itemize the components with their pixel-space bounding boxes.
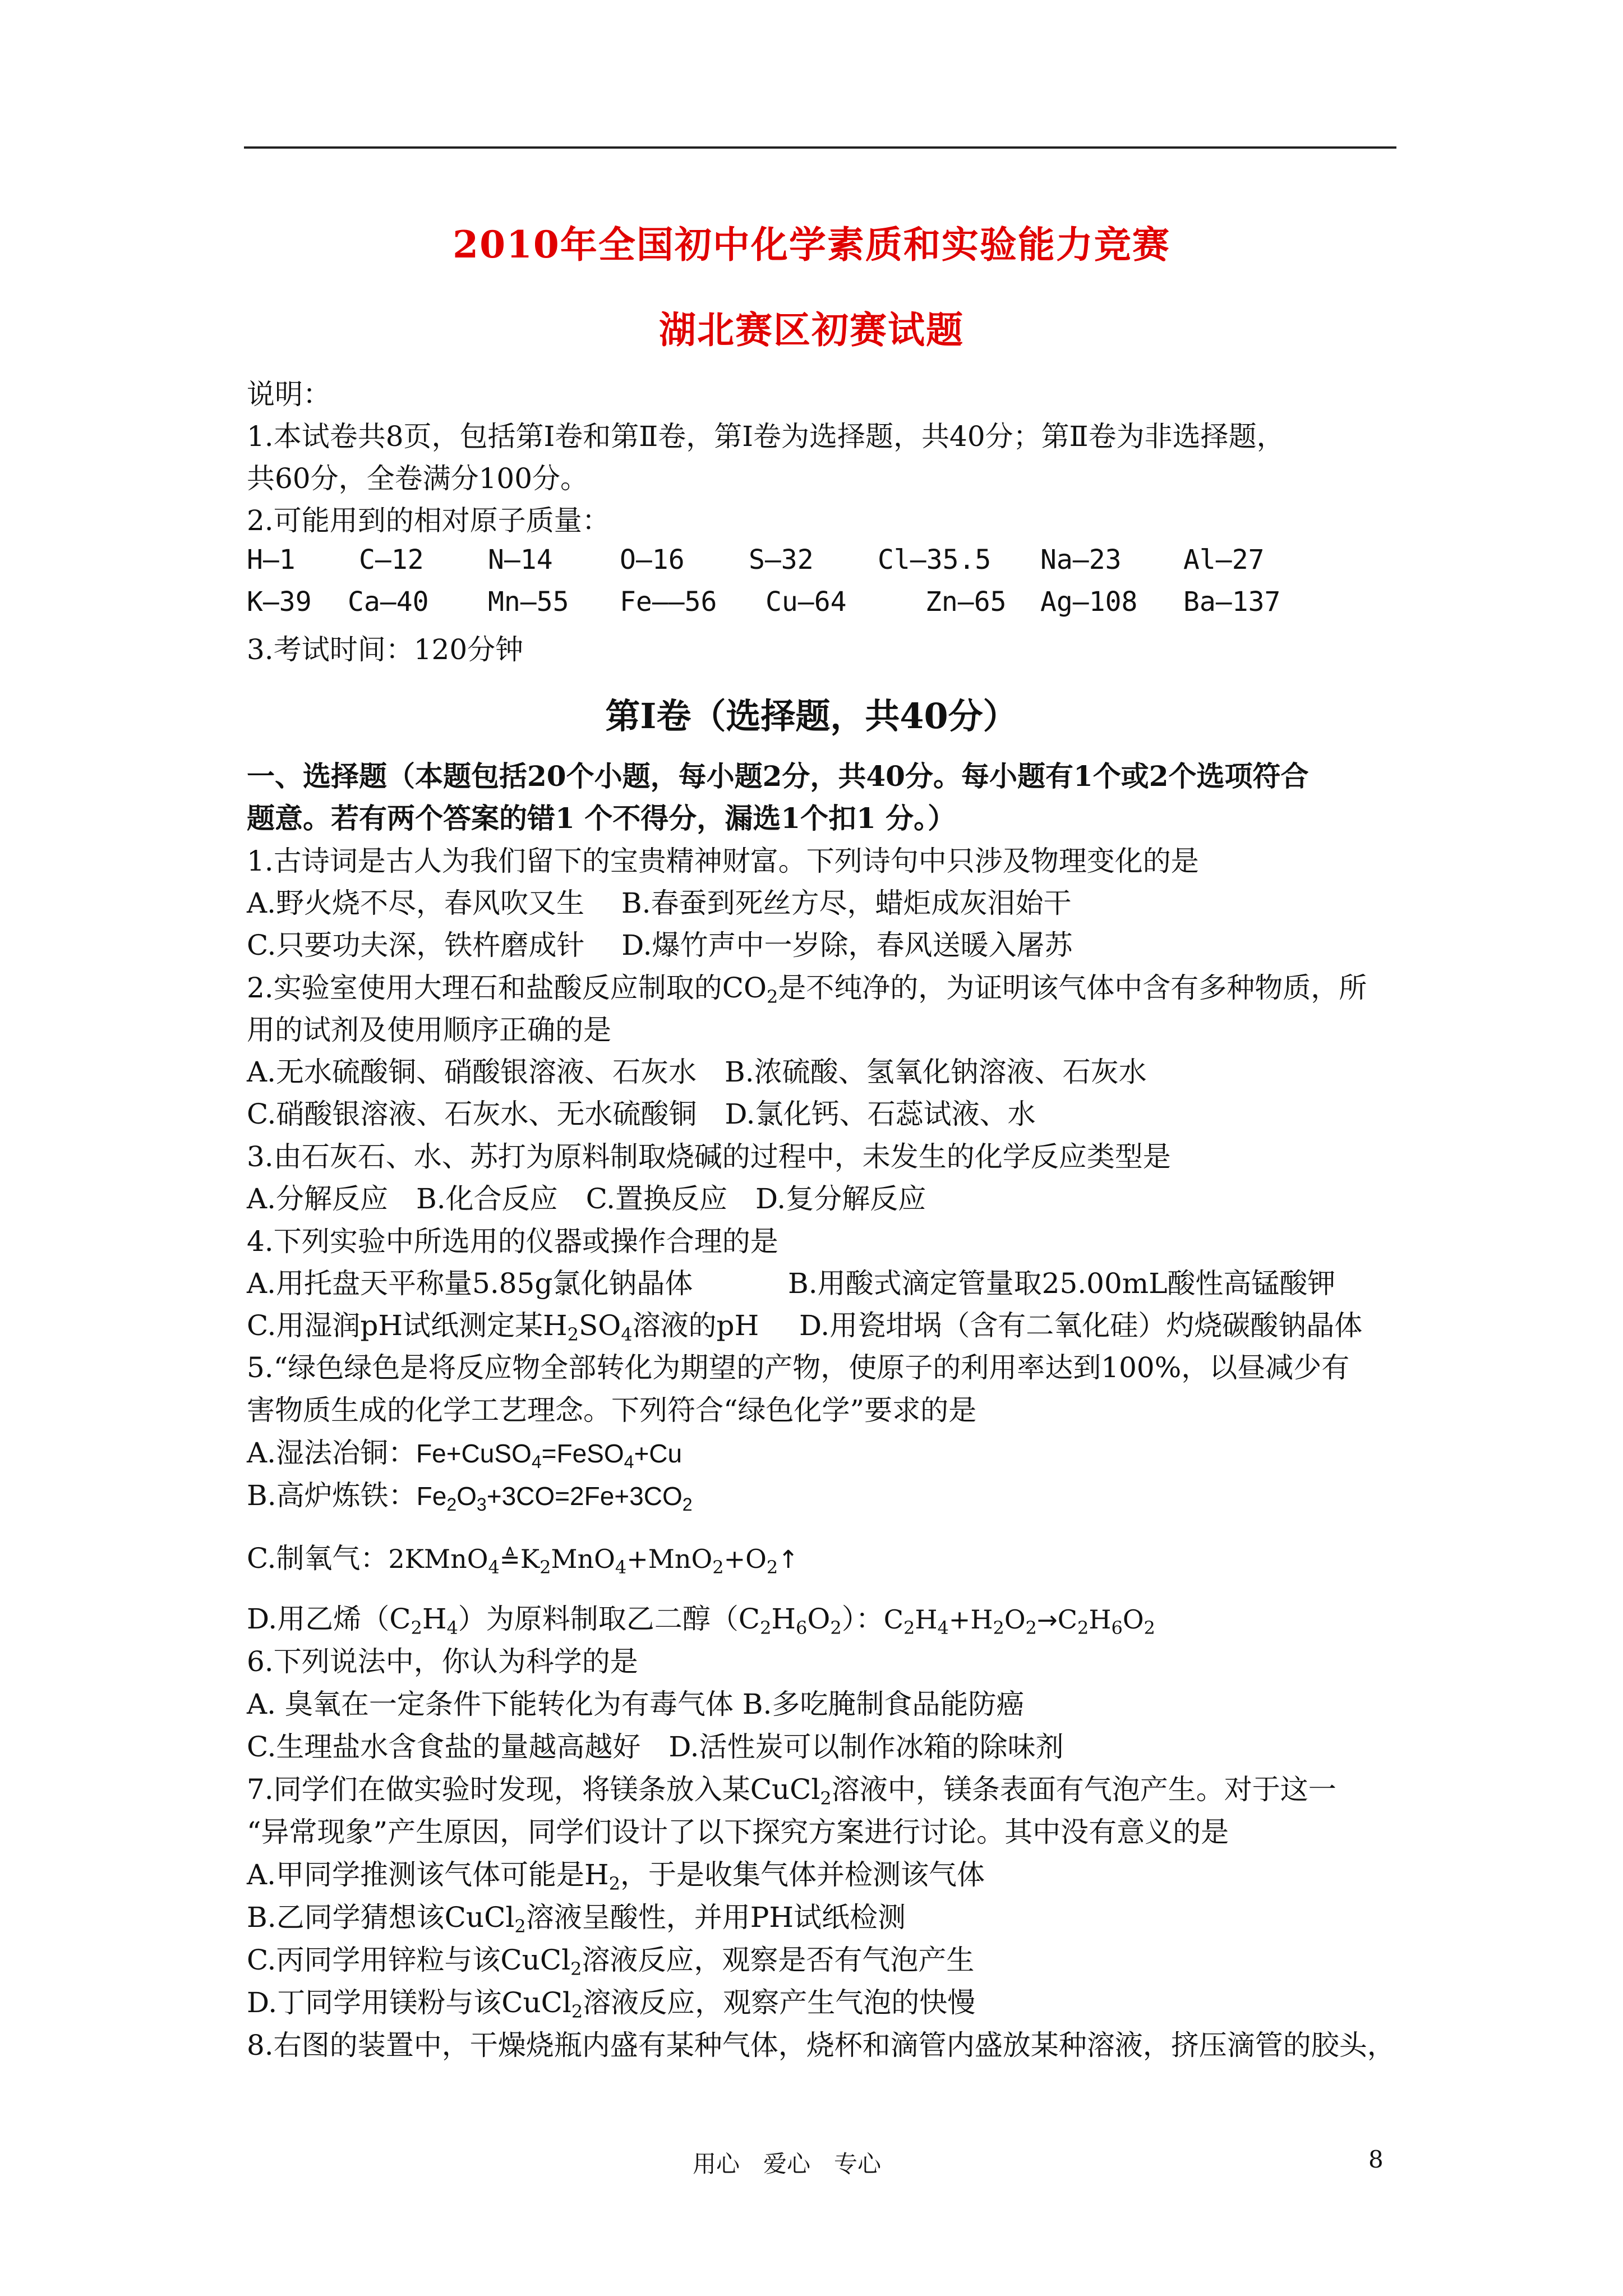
mass-o: O—16 bbox=[620, 544, 685, 576]
question-2-options-ab: A.无水硫酸铜、硝酸银溶液、石灰水 B.浓硫酸、氢氧化钠溶液、石灰水 bbox=[247, 1056, 1147, 1088]
instruction-2: 2.可能用到的相对原子质量： bbox=[247, 504, 610, 537]
mass-al: Al—27 bbox=[1183, 544, 1265, 576]
question-8: 8.右图的装置中，干燥烧瓶内盛有某种气体，烧杯和滴管内盛放某种溶液，挤压滴管的胶头， bbox=[247, 2029, 1395, 2062]
header-rule bbox=[244, 146, 1396, 149]
footer-motto: 用心 爱心 专心 bbox=[693, 2150, 882, 2178]
mass-cu: Cu—64 bbox=[766, 586, 847, 618]
question-7-option-b: B.乙同学猜想该CuCl$_2$溶液呈酸性，并用PH试纸检测 bbox=[247, 1901, 906, 1937]
mass-h: H—1 bbox=[247, 544, 296, 576]
gas-arrow-icon: ↑ bbox=[778, 1545, 799, 1574]
mass-mn: Mn—55 bbox=[488, 586, 569, 618]
question-4-option-a: A.用托盘天平称量5.85g氯化钠晶体 bbox=[247, 1267, 693, 1300]
question-4-option-c: C.用湿润pH试纸测定某$H_2SO_4$溶液的pH bbox=[247, 1309, 759, 1345]
mass-ba: Ba—137 bbox=[1183, 586, 1281, 618]
question-5-line-2: 害物质生成的化学工艺理念。下列符合“绿色化学”要求的是 bbox=[247, 1394, 977, 1427]
page-subtitle: 湖北赛区初赛试题 bbox=[659, 308, 964, 352]
mass-na: Na—23 bbox=[1040, 544, 1122, 576]
question-5-option-d: D.用乙烯$(C_2H_4)$为原料制取乙二醇$(C_2H_6O_2)$：$C_2H_4+H_2O_2\to C_2H_6O_2$ bbox=[247, 1603, 1155, 1639]
section-intro-line-2: 题意。若有两个答案的错1 个不得分，漏选1个扣1 分。） bbox=[247, 802, 956, 835]
question-7: 7.同学们在做实验时发现，将镁条放入某CuCl$_2$溶液中，镁条表面有气泡产生。对于这一 bbox=[247, 1773, 1336, 1809]
question-7-option-d: D.丁同学用镁粉与该CuCl$_2$溶液反应，观察产生气泡的快慢 bbox=[247, 1986, 976, 2022]
section-title: 第Ⅰ卷（选择题，共40分） bbox=[605, 696, 1018, 737]
question-6: 6.下列说法中，你认为科学的是 bbox=[247, 1645, 638, 1678]
instruction-3: 3.考试时间：120分钟 bbox=[247, 633, 524, 666]
question-4-option-b: B.用酸式滴定管量取25.00mL酸性高锰酸钾 bbox=[788, 1267, 1336, 1300]
page-number: 8 bbox=[1368, 2146, 1384, 2173]
mass-ag: Ag—108 bbox=[1040, 586, 1138, 618]
mass-c: C—12 bbox=[359, 544, 424, 576]
question-4: 4.下列实验中所选用的仪器或操作合理的是 bbox=[247, 1225, 778, 1258]
mass-n: N—14 bbox=[488, 544, 553, 576]
instruction-1-line-1: 1.本试卷共8页，包括第Ⅰ卷和第Ⅱ卷，第Ⅰ卷为选择题，共40分；第Ⅱ卷为非选择题， bbox=[247, 420, 1285, 453]
reaction-arrow-icon: → bbox=[1036, 1606, 1058, 1635]
mass-zn: Zn—65 bbox=[925, 586, 1007, 618]
instructions-label: 说明： bbox=[247, 378, 331, 411]
question-1-options-cd: C.只要功夫深，铁杵磨成针 D.爆竹声中一岁除，春风送暖入屠苏 bbox=[247, 929, 1073, 961]
question-3: 3.由石灰石、水、苏打为原料制取烧碱的过程中，未发生的化学反应类型是 bbox=[247, 1140, 1171, 1173]
question-1-options-ab: A.野火烧不尽，春风吹又生 B.春蚕到死丝方尽，蜡炬成灰泪始干 bbox=[247, 887, 1072, 919]
question-7-option-c: C.丙同学用锌粒与该CuCl$_2$溶液反应，观察是否有气泡产生 bbox=[247, 1944, 975, 1980]
question-5-line-1: 5.“绿色绿色是将反应物全部转化为期望的产物，使原子的利用率达到100%，以昼减少有 bbox=[247, 1351, 1350, 1384]
mass-cl: Cl—35.5 bbox=[878, 544, 992, 576]
question-4-option-d: D.用瓷坩埚（含有二氧化硅）灼烧碳酸钠晶体 bbox=[799, 1309, 1363, 1342]
question-5-option-c: C.制氧气：$2KMnO_4≜K_2MnO_4+MnO_2+O_2↑$ bbox=[247, 1542, 799, 1578]
question-5-option-a: A.湿法冶铜：Fe+CuSO$_4$=FeSO$_4$+Cu bbox=[247, 1437, 683, 1472]
mass-s: S—32 bbox=[749, 544, 814, 576]
question-6-options-cd: C.生理盐水含食盐的量越高越好 D.活性炭可以制作冰箱的除味剂 bbox=[247, 1731, 1064, 1763]
instruction-1-line-2: 共60分，全卷满分100分。 bbox=[247, 462, 589, 495]
mass-fe: Fe——56 bbox=[620, 586, 717, 618]
question-3-options: A.分解反应 B.化合反应 C.置换反应 D.复分解反应 bbox=[247, 1182, 926, 1215]
question-7-option-a: A.甲同学推测该气体可能是$H_2$，于是收集气体并检测该气体 bbox=[247, 1858, 985, 1894]
mass-ca: Ca—40 bbox=[348, 586, 429, 618]
question-2-line-2: 用的试剂及使用顺序正确的是 bbox=[247, 1014, 611, 1046]
question-1: 1.古诗词是古人为我们留下的宝贵精神财富。下列诗句中只涉及物理变化的是 bbox=[247, 845, 1199, 877]
section-intro-line-1: 一、选择题（本题包括20个小题，每小题2分，共40分。每小题有1个或2个选项符合 bbox=[247, 760, 1309, 793]
question-6-options-ab: A. 臭氧在一定条件下能转化为有毒气体 B.多吃腌制食品能防癌 bbox=[247, 1688, 1025, 1720]
mass-k: K—39 bbox=[247, 586, 312, 618]
question-2: 2.实验室使用大理石和盐酸反应制取的$CO_2$是不纯净的，为证明该气体中含有多种物质，所 bbox=[247, 972, 1367, 1007]
question-7-line-2: “异常现象”产生原因，同学们设计了以下探究方案进行讨论。其中没有意义的是 bbox=[247, 1816, 1229, 1848]
question-5-option-b: B.高炉炼铁：$Fe_2O_3+3CO=2Fe+3CO_2$ bbox=[247, 1479, 693, 1515]
question-2-options-cd: C.硝酸银溶液、石灰水、无水硫酸铜 D.氯化钙、石蕊试液、水 bbox=[247, 1098, 1036, 1130]
page-title: 2010年全国初中化学素质和实验能力竞赛 bbox=[453, 223, 1170, 266]
heat-equals-icon: ≜ bbox=[499, 1545, 520, 1574]
